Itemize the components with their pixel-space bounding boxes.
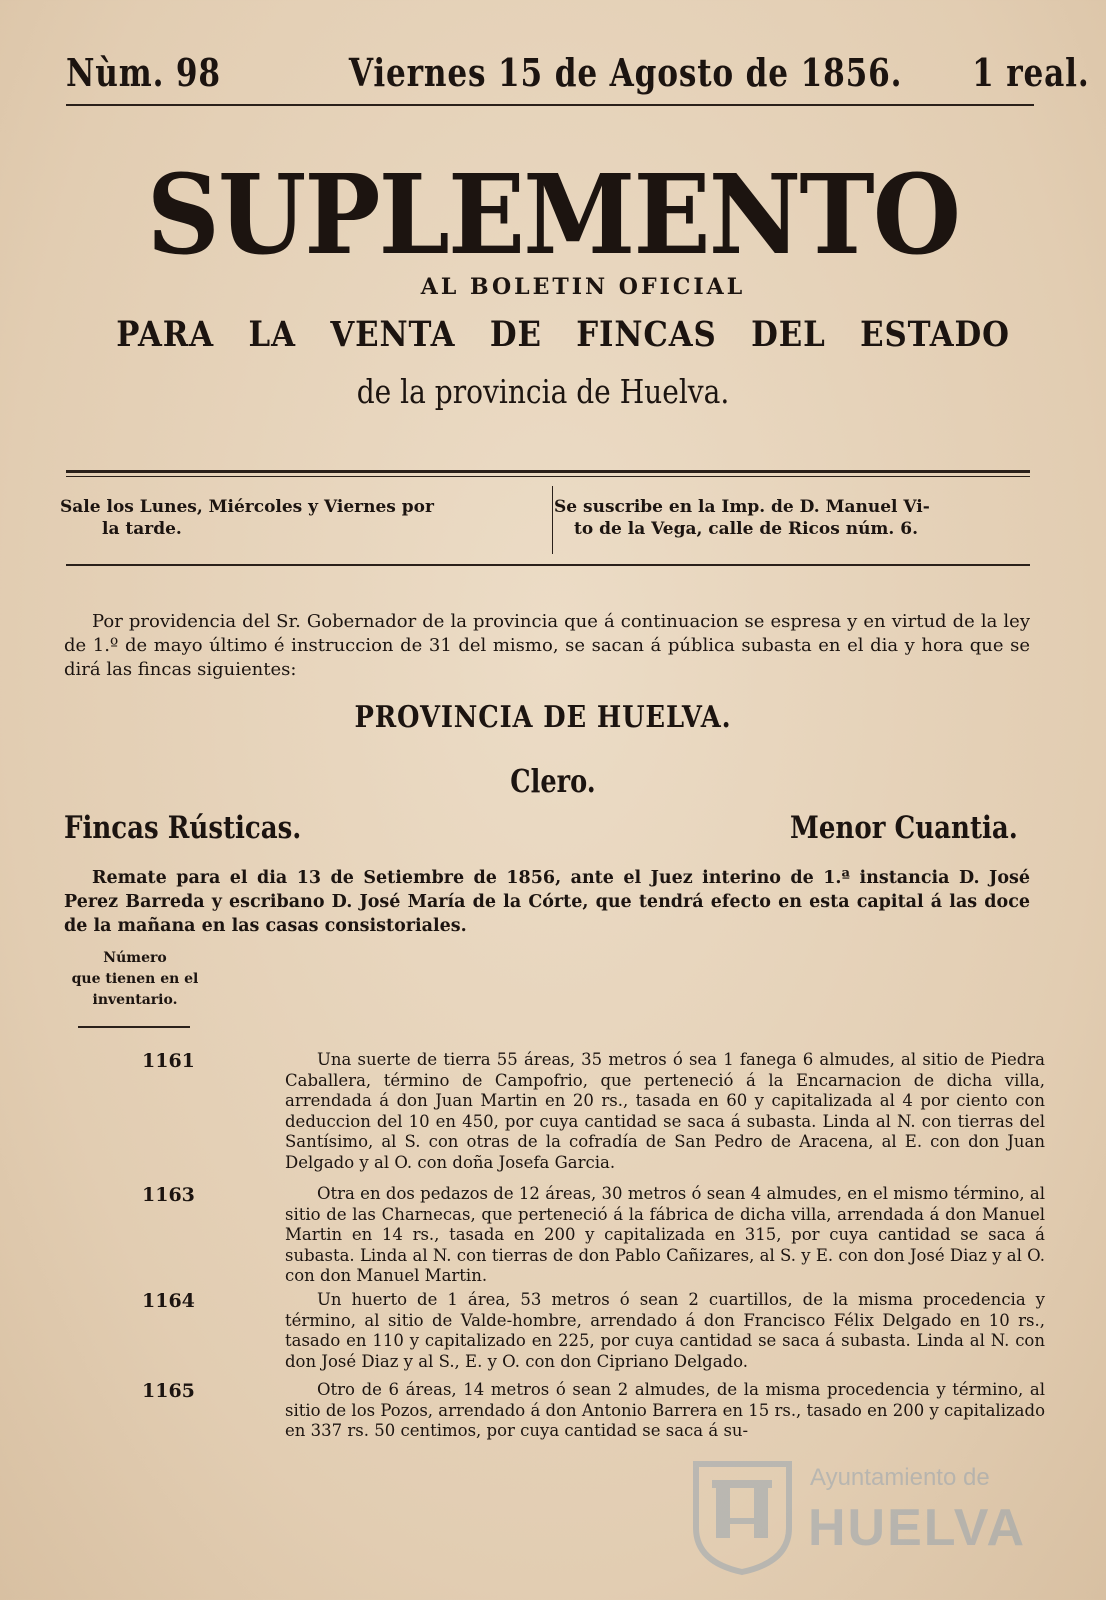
watermark-line-2: HUELVA bbox=[808, 1499, 1027, 1557]
info-top-rule-thin bbox=[66, 476, 1030, 477]
watermark-line-1: Ayuntamiento de bbox=[810, 1464, 990, 1491]
subscription-line-2: to de la Vega, calle de Ricos núm. 6. bbox=[574, 519, 919, 539]
entry-number: 1165 bbox=[142, 1380, 195, 1402]
entry-text: Otra en dos pedazos de 12 áreas, 30 metros ó sean 4 almudes, en el mismo término, al sitio de las Charnecas, que perteneció á la fábrica de dicha villa, arrendada á don Manuel Martin en 14 rs., tasada en 200 y capitalizada en 315, por cuya cantidad se saca á subasta. Linda al N. con tierras de don Pablo Cañizares, al S. y E. con don José Diaz y al O. con don Manuel Martin. bbox=[285, 1184, 1045, 1286]
entry-text: Un huerto de 1 área, 53 metros ó sean 2 cuartillos, de la misma procedencia y término, al sitio de Valde-hombre, arrendado á don Francisco Félix Delgado en 10 rs., tasado en 110 y capitalizado en 225, por cuya cantidad se saca á subasta. Linda al N. con don José Diaz y al S., E. y O. con don Cipriano Delgado. bbox=[285, 1290, 1045, 1371]
masthead-rule bbox=[66, 104, 1034, 106]
title-provincia: de la provincia de Huelva. bbox=[356, 372, 730, 411]
title-venta-fincas: PARA LA VENTA DE FINCAS DEL ESTADO bbox=[116, 314, 1010, 355]
issue-date: Viernes 15 de Agosto de 1856. bbox=[348, 50, 903, 95]
inventory-column-header bbox=[70, 948, 200, 1011]
issue-price: 1 real. bbox=[972, 50, 1090, 95]
subscription-line-1: Se suscribe en la Imp. de D. Manuel Vi- bbox=[554, 497, 930, 517]
entry-number: 1164 bbox=[142, 1290, 195, 1312]
publication-schedule bbox=[60, 496, 538, 540]
info-bottom-rule bbox=[66, 564, 1030, 566]
masthead bbox=[66, 50, 1090, 102]
column-header-line-1: Número bbox=[103, 950, 167, 966]
province-heading: PROVINCIA DE HUELVA. bbox=[354, 700, 732, 735]
subscription-info bbox=[554, 496, 1024, 540]
schedule-line-2: la tarde. bbox=[102, 519, 182, 539]
remate-paragraph: Remate para el dia 13 de Setiembre de 1856, ante el Juez interino de 1.ª instancia D. José Perez Barreda y escribano D. José María de la Córte, que tendrá efecto en esta capital á las doce de la mañana en las casas consistoriales. bbox=[64, 868, 1030, 936]
entry-text: Otro de 6 áreas, 14 metros ó sean 2 almudes, de la misma procedencia y término, al sitio de los Pozos, arrendado á don Antonio Barrera en 15 rs., tasado en 200 y capitalizado en 337 rs. 50 centimos, por cuya cantidad se saca á su- bbox=[285, 1380, 1045, 1441]
column-header-line-3: inventario. bbox=[92, 992, 178, 1008]
intro-paragraph: Por providencia del Sr. Gobernador de la provincia que á continuacion se espresa y en virtud de la ley de 1.º de mayo último é instruccion de 31 del mismo, se sacan á pública subasta en el dia y hora que se dirá las fincas siguientes: bbox=[64, 611, 1030, 680]
fincas-rusticas-heading: Fincas Rústicas. bbox=[64, 810, 302, 846]
column-header-rule bbox=[78, 1026, 190, 1028]
entry-number: 1161 bbox=[142, 1050, 195, 1072]
city-shield-icon bbox=[690, 1458, 795, 1576]
entry-text: Una suerte de tierra 55 áreas, 35 metros ó sea 1 fanega 6 almudes, al sitio de Piedra Caballera, término de Campofrio, que perteneció á la Encarnacion de dicha villa, arrendada á don Juan Martin en 20 rs., tasada en 60 y capitalizada al 4 por ciento con deduccion del 10 en 450, por cuya cantidad se saca á subasta. Linda al N. con tierras del Santísimo, al S. con otras de la cofradía de San Pedro de Aracena, al E. con don Juan Delgado y al O. con doña Josefa Garcia. bbox=[285, 1050, 1045, 1172]
column-header-line-2: que tienen en el bbox=[71, 971, 199, 987]
issue-number: Nùm. 98 bbox=[66, 50, 221, 95]
entry-number: 1163 bbox=[142, 1184, 195, 1206]
title-suplemento: SUPLEMENTO bbox=[146, 150, 960, 279]
title-boletin: AL BOLETIN OFICIAL bbox=[420, 274, 746, 300]
info-column-divider bbox=[552, 486, 553, 554]
schedule-line-1: Sale los Lunes, Miércoles y Viernes por bbox=[60, 497, 434, 517]
info-top-rule bbox=[66, 470, 1030, 473]
clero-heading: Clero. bbox=[510, 762, 596, 800]
menor-cuantia-heading: Menor Cuantia. bbox=[790, 810, 1018, 846]
archive-watermark bbox=[690, 1450, 1050, 1580]
